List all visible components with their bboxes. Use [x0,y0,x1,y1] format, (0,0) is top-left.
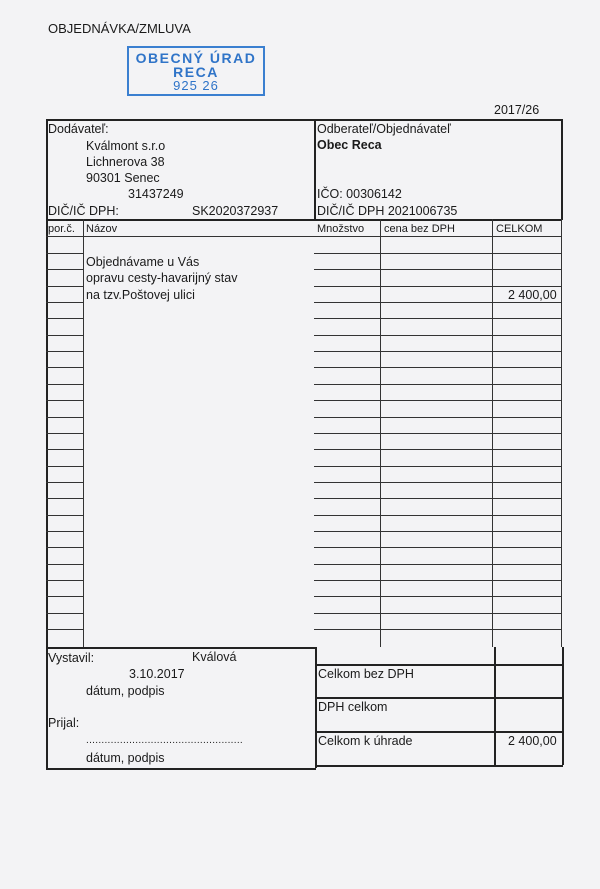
column-header-name: Názov [86,223,118,235]
customer-ico: IČO: 00306142 [317,187,402,201]
grid-line [314,351,562,352]
grid-line [314,302,562,303]
grid-line [314,596,562,597]
received-by-label: Prijal: [48,716,80,730]
supplier-dic-label: DIČ/IČ DPH: [48,204,119,218]
vat-total-label: DPH celkom [318,700,388,714]
total-without-vat-label: Celkom bez DPH [318,667,414,681]
grid-line [46,286,83,287]
date-signature-label-2: dátum, podpis [86,751,165,765]
grid-line [46,335,83,336]
date-signature-label: dátum, podpis [86,684,165,698]
grid-line [46,466,83,467]
grid-line [314,466,562,467]
grid-line [46,384,83,385]
grid-line [83,219,84,647]
grid-line [46,564,83,565]
grid-line [314,335,562,336]
grid-line [46,269,83,270]
supplier-dic: SK2020372937 [192,204,279,218]
grid-line [46,613,83,614]
issuer-name: Kválová [192,650,237,664]
grid-line [314,629,562,630]
column-header-no: por.č. [48,223,75,235]
grid-line [314,286,562,287]
grid-line [314,547,562,548]
grid-line [314,433,562,434]
grid-line [314,318,562,319]
supplier-ico: 31437249 [128,187,184,201]
grid-line [46,531,83,532]
grid-line [46,547,83,548]
grid-line [314,367,562,368]
grid-line [314,384,562,385]
grid-line [46,367,83,368]
item-description-line-1: Objednávame u Vás [86,255,200,269]
total-to-pay-value: 2 400,00 [508,734,557,748]
grid-line [314,498,562,499]
document-title: OBJEDNÁVKA/ZMLUVA [48,21,191,36]
column-header-price: cena bez DPH [384,223,455,235]
grid-line [46,449,83,450]
grid-line [46,580,83,581]
grid-line [46,629,83,630]
grid-line [46,351,83,352]
grid-line [314,269,562,270]
grid-line [314,417,562,418]
customer-name: Obec Reca [317,138,382,152]
grid-line [46,498,83,499]
grid-line [46,253,83,254]
grid-line [46,318,83,319]
grid-line [46,596,83,597]
grid-line [46,515,83,516]
grid-line [46,482,83,483]
supplier-name: Kválmont s.r.o [86,139,166,153]
customer-heading: Odberateľ/Objednávateľ [317,122,451,136]
issued-by-label: Vystavil: [48,651,95,665]
grid-line [314,564,562,565]
grid-line [314,515,562,516]
column-header-total: CELKOM [496,223,543,235]
document-number: 2017/26 [494,103,540,117]
grid-line [314,482,562,483]
item-description-line-2: opravu cesty-havarijný stav [86,271,238,285]
column-header-qty: Množstvo [317,223,365,235]
grid-line [46,236,562,237]
office-stamp: OBECNÝ ÚRAD RECA 925 26 [127,46,265,96]
signature-dotted-line: ................................................... [86,735,243,746]
grid-line [314,449,562,450]
grid-line [314,400,562,401]
supplier-heading: Dodávateľ: [48,122,109,136]
customer-dic: DIČ/IČ DPH 2021006735 [317,204,458,218]
grid-line [46,433,83,434]
total-to-pay-label: Celkom k úhrade [318,734,413,748]
grid-line [46,302,83,303]
grid-line [314,531,562,532]
item-total: 2 400,00 [508,288,557,302]
grid-line [314,580,562,581]
supplier-city: 90301 Senec [86,171,160,185]
grid-line [46,417,83,418]
issue-date: 3.10.2017 [129,667,185,681]
grid-line [46,400,83,401]
supplier-street: Lichnerova 38 [86,155,165,169]
item-description-line-3: na tzv.Poštovej ulici [86,288,195,302]
grid-line [314,253,562,254]
grid-line [314,613,562,614]
